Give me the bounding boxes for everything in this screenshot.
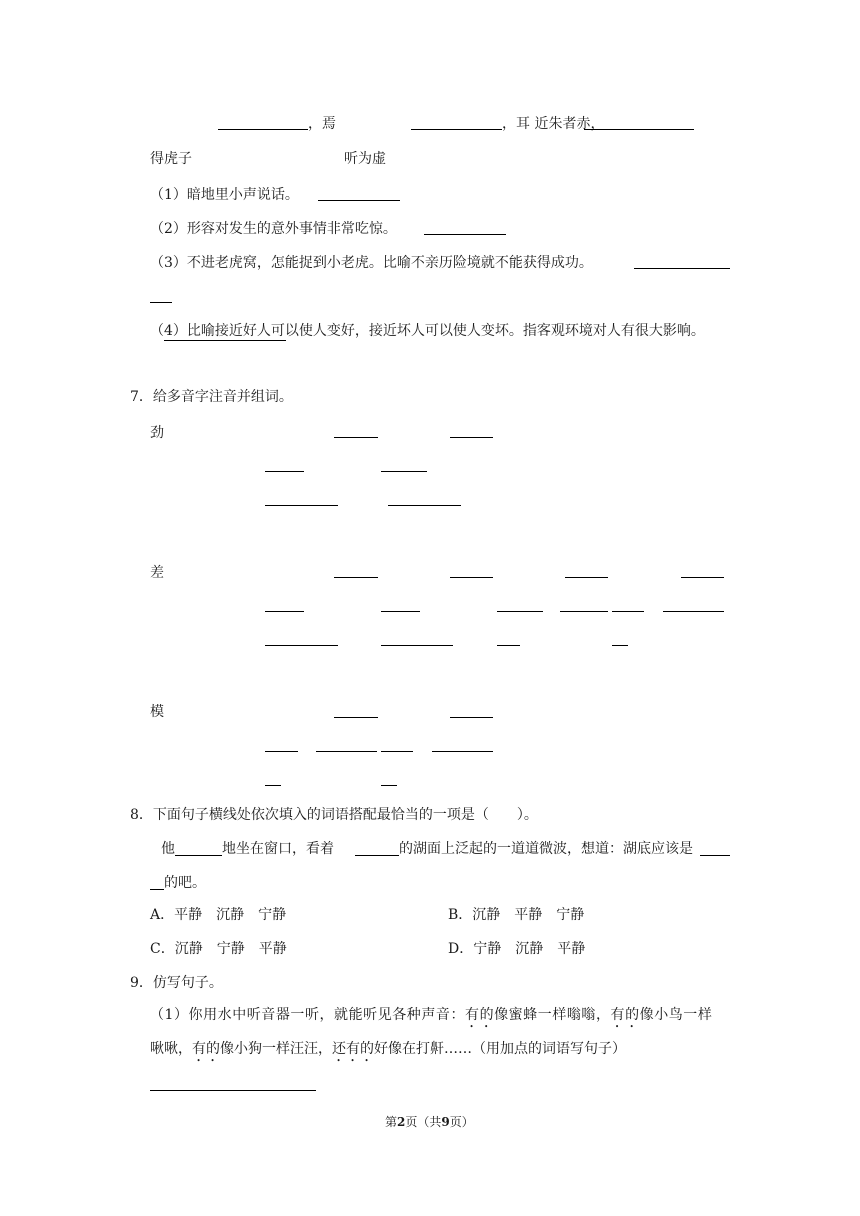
- word-blank[interactable]: [432, 751, 493, 752]
- q9-text: 好像在打鼾……（用加点的词语写句子）: [374, 1041, 626, 1057]
- q8-option-a[interactable]: A．平静 沉静 宁静: [150, 907, 287, 923]
- q9-title: 9．仿写句子。: [130, 975, 223, 991]
- q9-dotted-word: 有的: [610, 1007, 640, 1023]
- word-blank[interactable]: [265, 751, 298, 752]
- q6-item-3-blank[interactable]: [634, 268, 730, 269]
- word-blank[interactable]: [381, 471, 427, 472]
- q9-dotted-word: 有的: [192, 1041, 220, 1057]
- q7-char-cha: 差: [150, 565, 164, 581]
- pinyin-blank[interactable]: [450, 437, 493, 438]
- q6-item-1: （1）暗地里小声说话。: [150, 187, 299, 203]
- q9-text: 啾啾，: [150, 1041, 192, 1057]
- pinyin-blank[interactable]: [450, 577, 493, 578]
- q8-sentence-part-2: 地坐在窗口，看着: [222, 841, 334, 857]
- q6-item-1-blank[interactable]: [318, 200, 400, 201]
- idiom-2-blank[interactable]: [411, 129, 502, 130]
- q8-sentence-part-1: 他: [161, 841, 175, 857]
- q8-option-b[interactable]: B．沉静 平静 宁静: [448, 907, 585, 923]
- total-pages: 9: [441, 1115, 450, 1129]
- pinyin-blank[interactable]: [565, 577, 608, 578]
- q9-dotted-word: 还有的: [332, 1041, 374, 1057]
- idiom-2-tail: 听为虚: [344, 151, 386, 167]
- word-blank[interactable]: [381, 751, 413, 752]
- q9-item-1-line-2: [150, 1040, 626, 1065]
- idiom-1-tail: ，焉: [308, 116, 336, 132]
- q8-option-c[interactable]: C．沉静 宁静 平静: [150, 941, 287, 957]
- q7-char-mo: 模: [150, 704, 164, 720]
- q9-dotted-word: 有的: [465, 1007, 495, 1023]
- q9-text: 像小狗一样汪汪，: [220, 1041, 332, 1057]
- q9-answer-blank[interactable]: [150, 1090, 316, 1091]
- q8-blank-1[interactable]: [175, 855, 222, 856]
- q6-item-4: （4）比喻接近好人可以使人变好，接近坏人可以使人变坏。指客观环境对人有很大影响。: [150, 323, 705, 339]
- page-footer: [385, 1113, 474, 1131]
- word-blank[interactable]: [265, 785, 281, 786]
- pinyin-blank[interactable]: [334, 717, 378, 718]
- word-blank[interactable]: [663, 611, 724, 612]
- footer-text: 页（共: [405, 1115, 442, 1129]
- q6-item-3: （3）不进老虎窝，怎能捉到小老虎。比喻不亲历险境就不能获得成功。: [150, 255, 593, 271]
- pinyin-blank[interactable]: [334, 437, 378, 438]
- q9-text: 像蜜蜂一样嗡嗡，: [494, 1007, 611, 1023]
- q6-item-4-blank[interactable]: [164, 340, 286, 341]
- q8-blank-3-wrap[interactable]: [150, 889, 164, 890]
- q8-blank-2[interactable]: [355, 855, 399, 856]
- q9-item-1-line-1: [150, 1006, 712, 1031]
- q7-char-jin: 劲: [150, 425, 164, 441]
- q7-title: 7．给多音字注音并组词。: [130, 389, 293, 405]
- idiom-1-blank[interactable]: [218, 129, 308, 130]
- word-blank[interactable]: [381, 645, 453, 646]
- word-blank[interactable]: [560, 611, 608, 612]
- word-blank[interactable]: [497, 645, 520, 646]
- q9-text: （1）你用水中听音器一听，就能听见各种声音：: [150, 1007, 466, 1023]
- idiom-4-blank[interactable]: [584, 129, 694, 130]
- idiom-3-tail: ，耳 近朱者赤，: [502, 116, 605, 132]
- q8-option-d[interactable]: D．宁静 沉静 平静: [448, 941, 586, 957]
- footer-text: 页）: [449, 1115, 474, 1129]
- word-blank[interactable]: [381, 785, 397, 786]
- q8-title: 8．下面句子横线处依次填入的词语搭配最恰当的一项是（ ）。: [130, 807, 538, 823]
- pinyin-blank[interactable]: [681, 577, 724, 578]
- footer-text: 第: [385, 1115, 398, 1129]
- word-blank[interactable]: [612, 645, 628, 646]
- word-blank[interactable]: [265, 471, 304, 472]
- q8-sentence-part-4: 的吧。: [164, 875, 206, 891]
- q8-sentence-part-3: 的湖面上泛起的一道道微波，想道：湖底应该是: [399, 841, 693, 857]
- pinyin-blank[interactable]: [450, 717, 493, 718]
- word-blank[interactable]: [316, 751, 377, 752]
- q9-text: 像小鸟一样: [639, 1007, 713, 1023]
- q6-item-2-blank[interactable]: [424, 234, 506, 235]
- word-blank[interactable]: [265, 505, 338, 506]
- page-number: 2: [397, 1115, 406, 1129]
- word-blank[interactable]: [497, 611, 543, 612]
- word-blank[interactable]: [388, 505, 461, 506]
- pinyin-blank[interactable]: [334, 577, 378, 578]
- q6-item-2: （2）形容对发生的意外事情非常吃惊。: [150, 221, 397, 237]
- q6-item-3-blank-wrap[interactable]: [150, 302, 172, 303]
- q8-blank-3[interactable]: [700, 855, 730, 856]
- word-blank[interactable]: [612, 611, 644, 612]
- word-blank[interactable]: [265, 611, 304, 612]
- idiom-1-head: 得虎子: [150, 151, 192, 167]
- word-blank[interactable]: [265, 645, 338, 646]
- word-blank[interactable]: [381, 611, 420, 612]
